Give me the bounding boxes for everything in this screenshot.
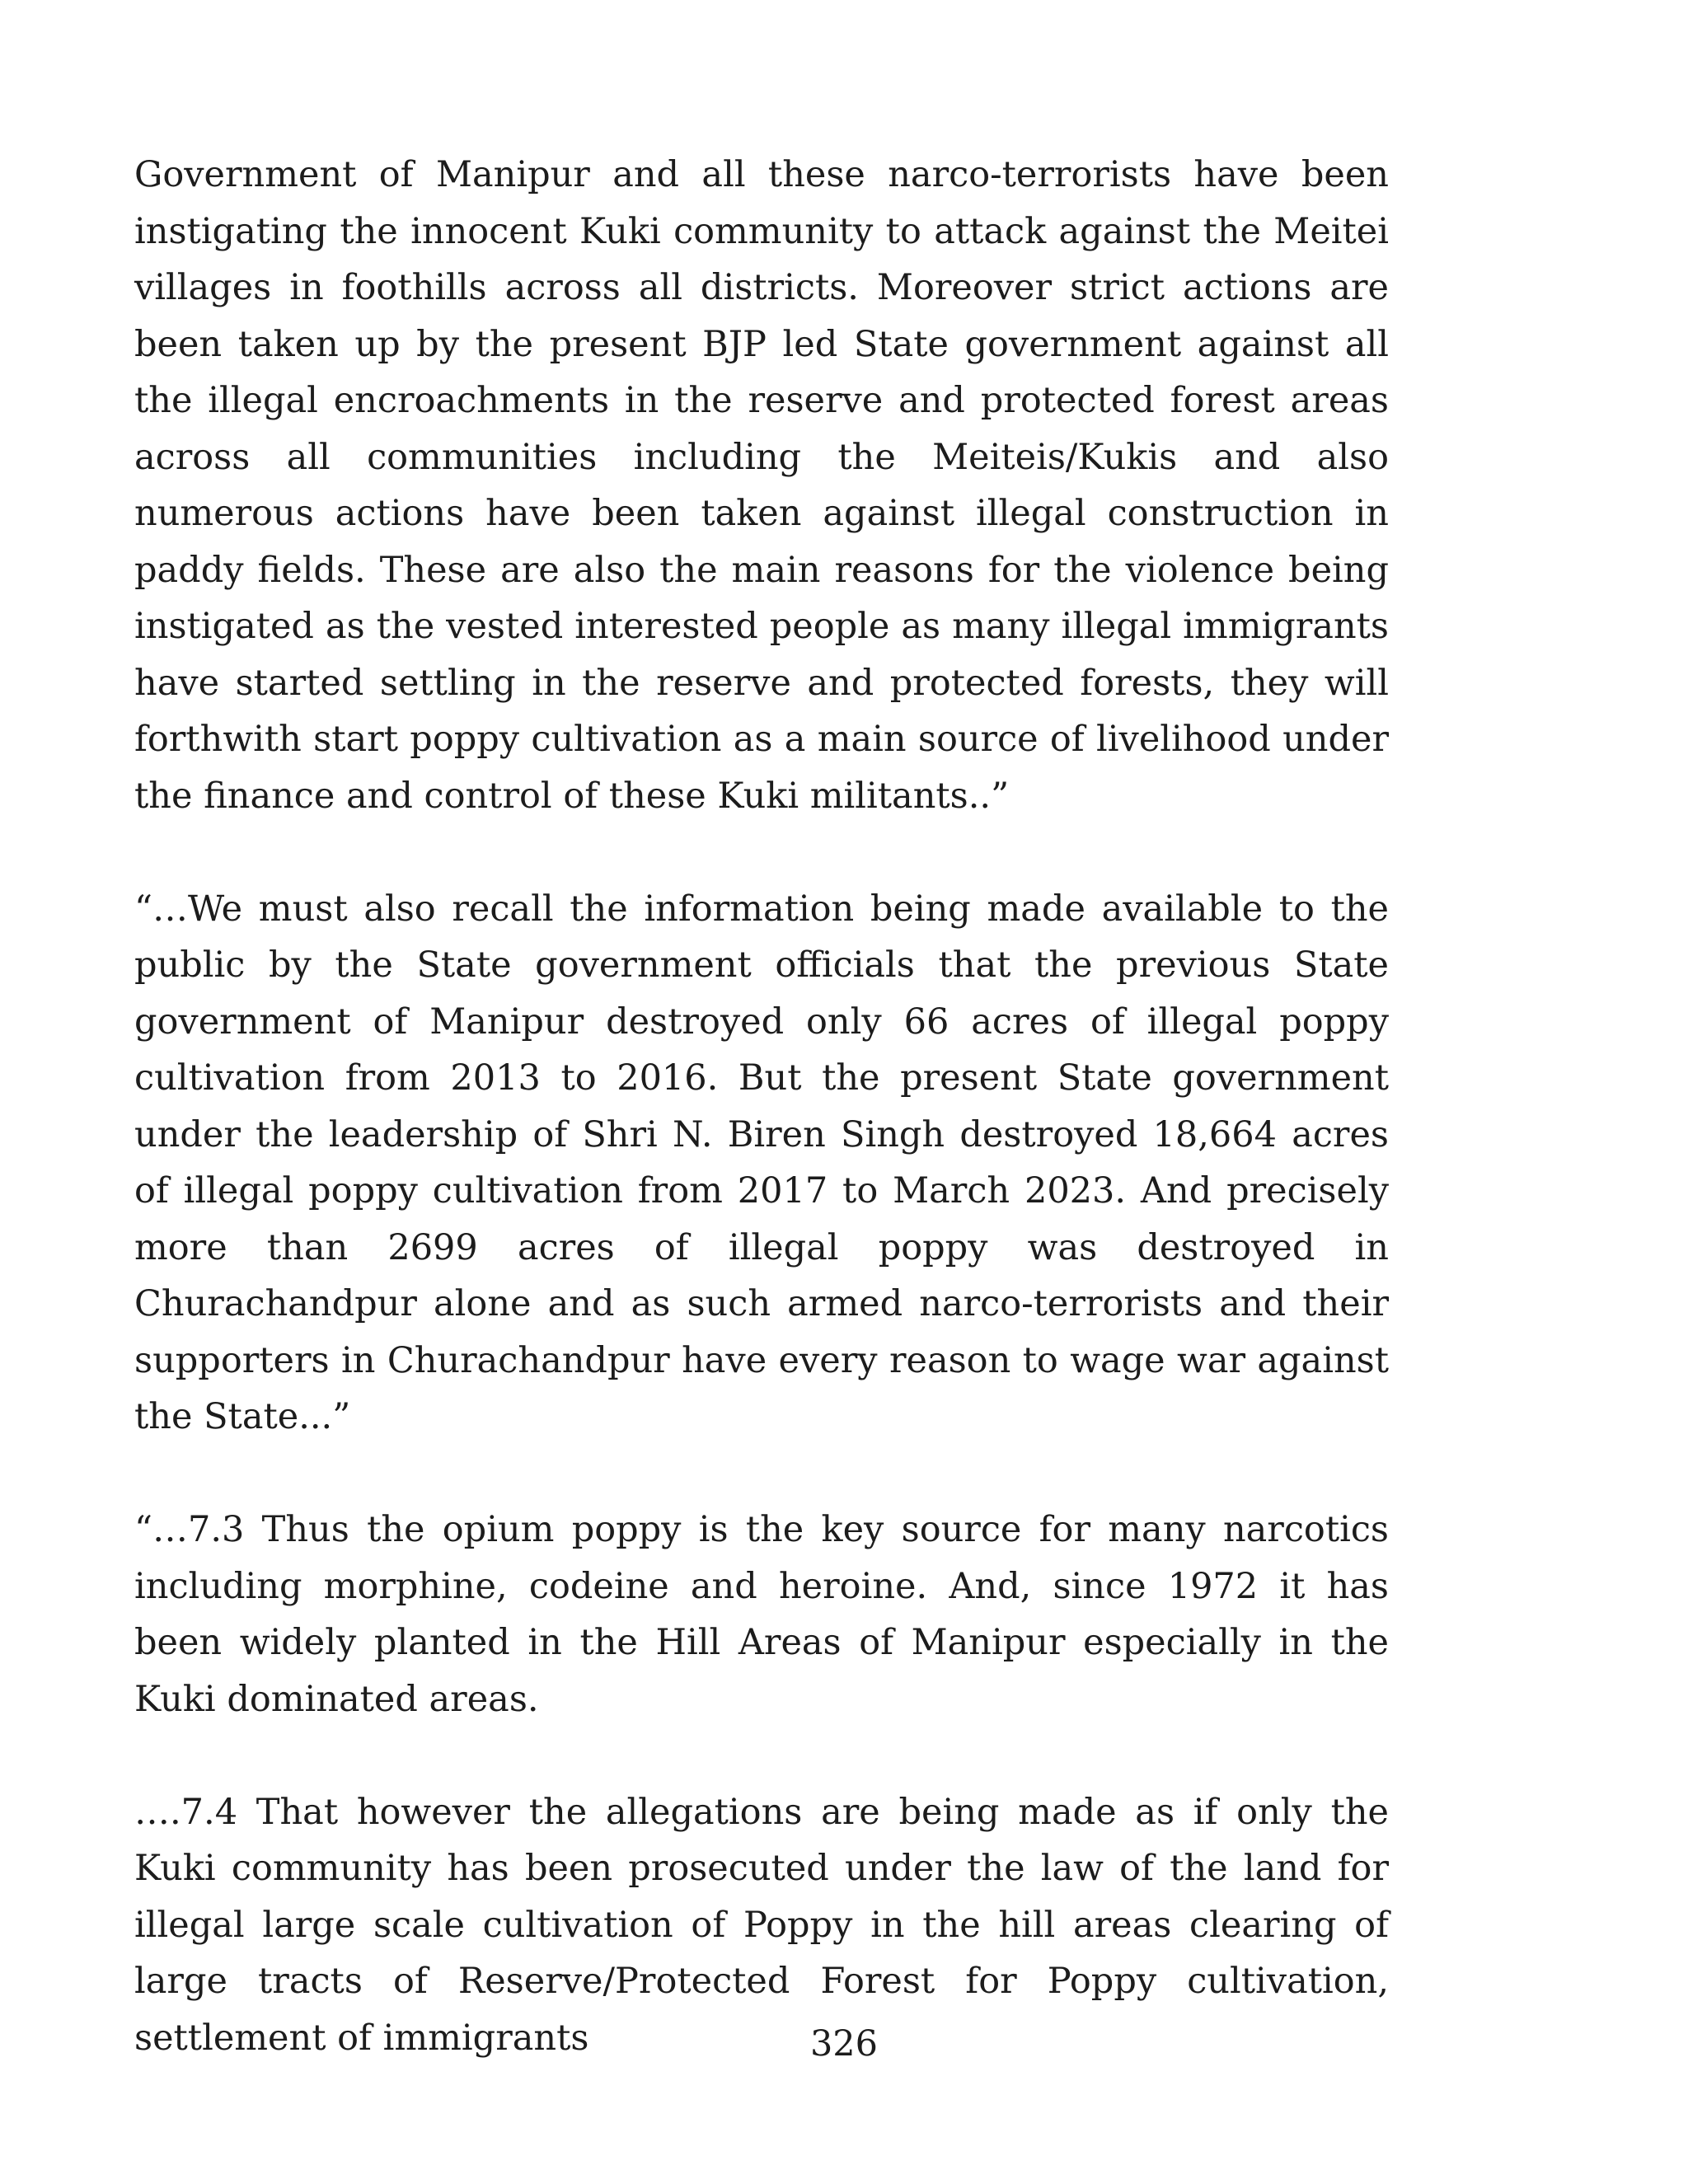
body-text — [134, 147, 1389, 2123]
page-number: 326 — [809, 2023, 879, 2064]
paragraph-3: “…7.3 Thus the opium poppy is the key source for many narcotics including morphine, codeine and heroine. And, since 1972 it has been widely planted in the Hill Areas of Manipur especially in the Kuki dominated areas. — [134, 1509, 1389, 1720]
paragraph-4: ….7.4 That however the allegations are being made as if only the Kuki community has been prosecuted under the law of the land for illegal large scale cultivation of Poppy in the hill areas clearing of large tracts of Reserve/Protected Forest for Poppy cultivation, settlement of immigrants — [134, 1791, 1389, 2059]
paragraph-2: “…We must also recall the information being made available to the public by the State government officials that the previous State government of Manipur destroyed only 66 acres of illegal poppy cultivation from 2013 to 2016. But the present State government under the leadership of Shri N. Biren Singh destroyed 18,664 acres of illegal poppy cultivation from 2017 to March 2023. And precisely more than 2699 acres of illegal poppy was destroyed in Churachandpur alone and as such armed narco-terrorists and their supporters in Churachandpur have every reason to wage war against the State...” — [134, 888, 1389, 1437]
paragraph-1: Government of Manipur and all these narco-terrorists have been instigating the innocent Kuki community to attack against the Meitei villages in foothills across all districts. Moreover strict actions are been taken up by the present BJP led State government against all the illegal encroachments in the reserve and protected forest areas across all communities including the Meiteis/Kukis and also numerous actions have been taken against illegal construction in paddy fields. These are also the main reasons for the violence being instigated as the vested interested people as many illegal immigrants have started settling in the reserve and protected forests, they will forthwith start poppy cultivation as a main source of livelihood under the finance and control of these Kuki militants..” — [134, 154, 1389, 817]
